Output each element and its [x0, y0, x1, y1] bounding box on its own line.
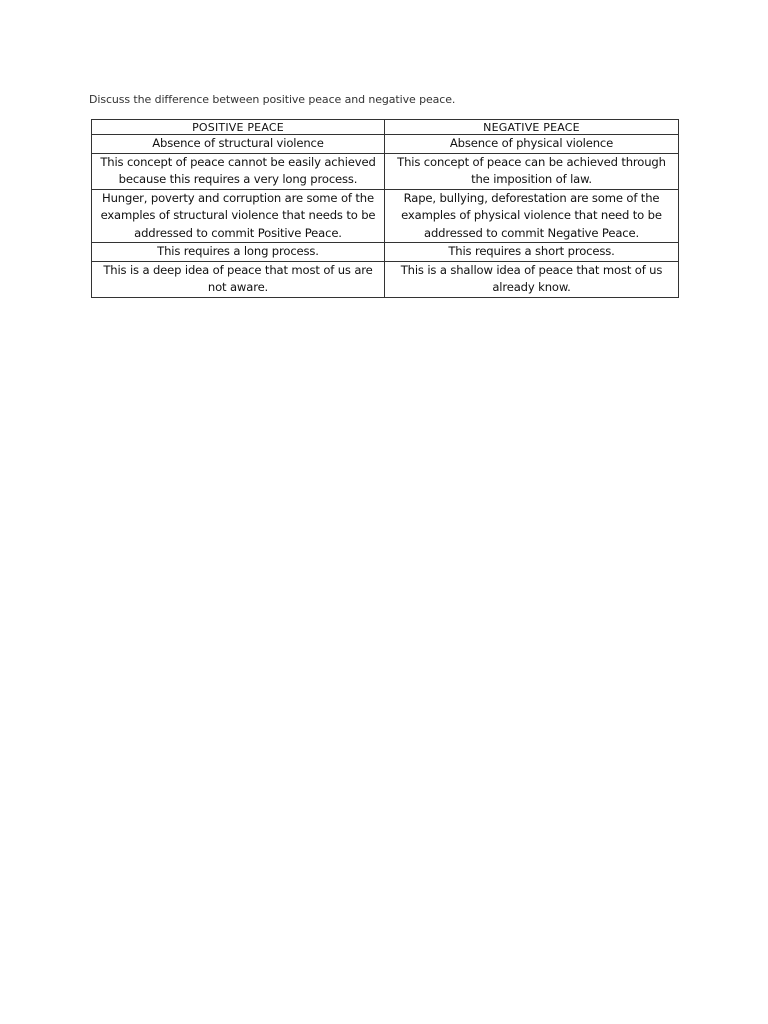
positive-cell: Hunger, poverty and corruption are some of the examples of structural violence that needs to be addressed to commit Positive Peace. [92, 189, 385, 243]
positive-cell: Absence of structural violence [92, 135, 385, 154]
table-row [92, 153, 679, 189]
comparison-table [91, 119, 679, 298]
table-row [92, 261, 679, 297]
header-positive-peace: POSITIVE PEACE [92, 120, 385, 135]
question-prompt: Discuss the difference between positive peace and negative peace. [89, 93, 456, 106]
negative-cell: This requires a short process. [385, 243, 679, 262]
table-row [92, 243, 679, 262]
header-negative-peace: NEGATIVE PEACE [385, 120, 679, 135]
positive-cell: This concept of peace cannot be easily achieved because this requires a very long process. [92, 153, 385, 189]
negative-cell: This is a shallow idea of peace that most of us already know. [385, 261, 679, 297]
negative-cell: Rape, bullying, deforestation are some of the examples of physical violence that need to be addressed to commit Negative Peace. [385, 189, 679, 243]
negative-cell: This concept of peace can be achieved through the imposition of law. [385, 153, 679, 189]
table-row [92, 189, 679, 243]
table-header-row [92, 120, 679, 135]
table-row [92, 135, 679, 154]
positive-cell: This requires a long process. [92, 243, 385, 262]
negative-cell: Absence of physical violence [385, 135, 679, 154]
positive-cell: This is a deep idea of peace that most of us are not aware. [92, 261, 385, 297]
